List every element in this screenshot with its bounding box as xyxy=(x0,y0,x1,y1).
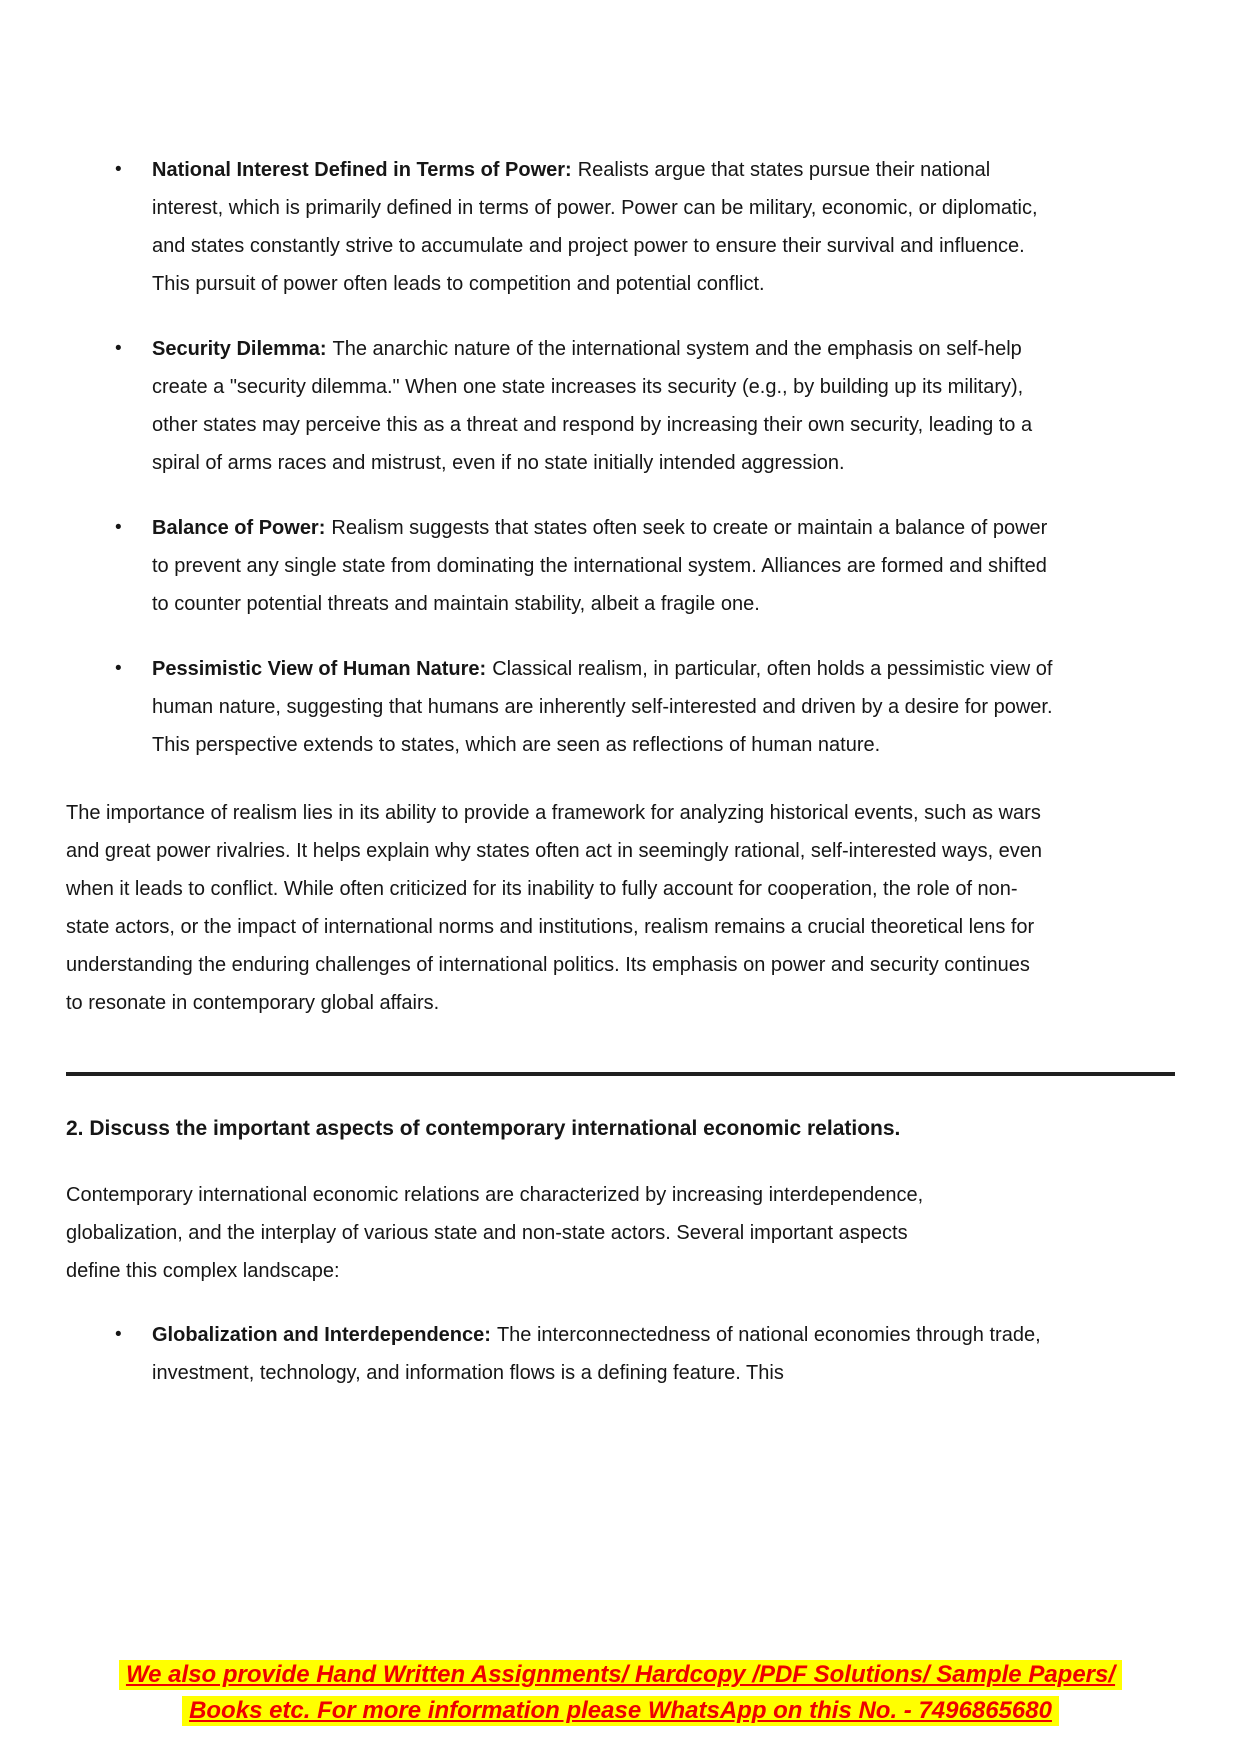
footer-promo-line-2 xyxy=(0,1693,1241,1729)
list-item xyxy=(115,151,1062,303)
bullet-lead-text: Balance of Power: xyxy=(152,517,326,539)
footer-promo-highlight-1: We also provide Hand Written Assignments/ Hardcopy /PDF Solutions/ Sample Papers/ xyxy=(119,1660,1122,1690)
section-divider xyxy=(66,1072,1175,1076)
footer-promo-line-1 xyxy=(0,1657,1241,1693)
bullet-body-text: The interconnectedness of national economies through trade, investment, technology, and information flows is a defining feature. This xyxy=(152,1324,1041,1384)
list-item xyxy=(115,650,1062,764)
bullet-body-text: The anarchic nature of the international system and the emphasis on self-help create a "security dilemma." When one state increases its security (e.g., by building up its military), other states may perceive this as a threat and respond by increasing their own security, leading to a spiral of arms races and mistrust, even if no state initially intended aggression. xyxy=(152,338,1033,474)
bullet-body-text: Classical realism, in particular, often holds a pessimistic view of human nature, suggesting that humans are inherently self-interested and driven by a desire for power. This perspective extends to states, which are seen as reflections of human nature. xyxy=(152,658,1053,756)
list-item xyxy=(115,1316,1062,1392)
question-2-heading: 2. Discuss the important aspects of contemporary international economic relations. xyxy=(66,1117,901,1140)
bullet-lead-text: Globalization and Interdependence: xyxy=(152,1324,491,1346)
realism-key-points-list xyxy=(66,151,1175,764)
bullet-body-text: Realism suggests that states often seek to create or maintain a balance of power to prevent any single state from dominating the international system. Alliances are formed and shifted to counter potential threats and maintain stability, albeit a fragile one. xyxy=(152,517,1048,615)
bullet-lead-text: Security Dilemma: xyxy=(152,338,327,360)
bullet-lead-text: Pessimistic View of Human Nature: xyxy=(152,658,487,680)
question-2-intro-paragraph: Contemporary international economic relations are characterized by increasing interdependence, globalization, and the interplay of various state and non-state actors. Several important aspects define this complex landscape: xyxy=(66,1184,924,1282)
bullet-body-text: Realists argue that states pursue their national interest, which is primarily defined in terms of power. Power can be military, economic, or diplomatic, and states constantly strive to accumulate and project power to ensure their survival and influence. This pursuit of power often leads to competition and potential conflict. xyxy=(152,159,1038,295)
list-item xyxy=(115,509,1062,623)
realism-importance-paragraph: The importance of realism lies in its ability to provide a framework for analyzing historical events, such as wars and great power rivalries. It helps explain why states often act in seemingly rational, self-interested ways, even when it leads to conflict. While often criticized for its inability to fully account for cooperation, the role of non-state actors, or the impact of international norms and institutions, realism remains a crucial theoretical lens for understanding the enduring challenges of international politics. Its emphasis on power and security continues to resonate in contemporary global affairs. xyxy=(66,802,1043,1014)
footer-promo-banner xyxy=(0,1657,1241,1729)
list-item xyxy=(115,330,1062,482)
economic-relations-list xyxy=(66,1316,1175,1392)
bullet-lead-text: National Interest Defined in Terms of Power: xyxy=(152,159,572,181)
footer-promo-highlight-2: Books etc. For more information please WhatsApp on this No. - 7496865680 xyxy=(182,1696,1059,1726)
